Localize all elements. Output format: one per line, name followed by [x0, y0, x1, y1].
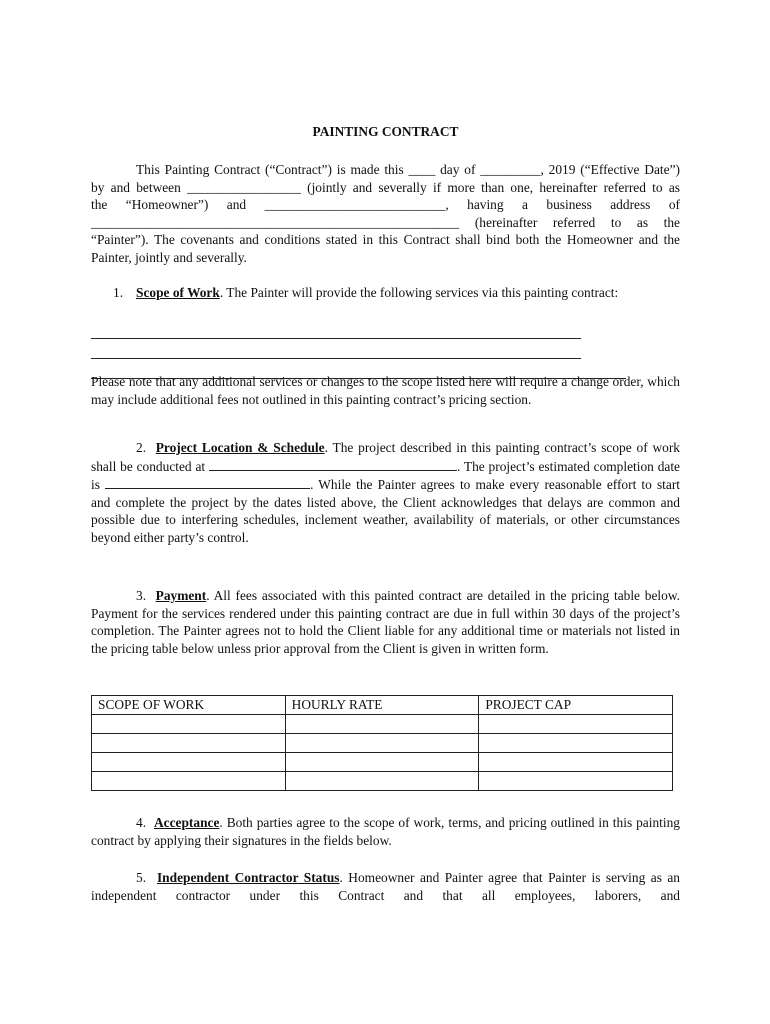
- intro-paragraph: [91, 161, 680, 267]
- section-text-b: . The project’s estimated completion date is: [91, 458, 680, 493]
- intro-line-1: This Painting Contract (“Contract”) is made this ____ day of _________, 2019 (“Effective Date”): [136, 162, 680, 177]
- section-heading: Independent Contractor Status: [156, 870, 340, 885]
- section-location-schedule: [91, 439, 680, 547]
- section-text-c: . While the Painter agrees to make every reasonable effort to start and complete the project by the dates listed above, the Client acknowledges that delays are common and possible due to interfering schedules, inclement weather, availability of materials, or other circumstances beyond either party’s control.: [91, 477, 681, 545]
- section-payment: [91, 587, 680, 657]
- completion-date-blank[interactable]: [105, 475, 310, 489]
- section-number: 4.: [136, 815, 147, 830]
- section-body: [136, 284, 680, 302]
- table-cell[interactable]: [285, 772, 479, 791]
- document-title: PAINTING CONTRACT: [312, 124, 459, 139]
- table-row: [92, 715, 673, 734]
- section-text: . The Painter will provide the following services via this painting contract:: [219, 285, 619, 300]
- intro-line-5: “Painter”). The covenants and conditions stated in this Contract shall bind both the Homeowner and the: [91, 232, 680, 248]
- intro-line-2: by and between _________________ (jointly and severally if more than one, hereinafter referred to as: [91, 179, 680, 195]
- table-cell[interactable]: [479, 753, 673, 772]
- intro-line-6: Painter, jointly and severally.: [91, 249, 247, 265]
- table-cell[interactable]: [285, 753, 479, 772]
- section-text: . All fees associated with this painted contract are detailed in the pricing table below. Payment for the services rendered under this painting contract are due in full within 30 days of the project’s completion. The Painter agrees not to hold the Client liable for any additional time or materials not listed in the pricing table below unless prior approval from the Client is given in written form.: [91, 588, 680, 656]
- table-cell[interactable]: [92, 734, 286, 753]
- table-cell[interactable]: [92, 715, 286, 734]
- table-cell[interactable]: [92, 753, 286, 772]
- section-heading: Payment: [155, 588, 207, 603]
- table-header-row: [92, 696, 673, 715]
- section-independent-contractor: [91, 869, 680, 904]
- section-text: . Both parties agree to the scope of work, terms, and pricing outlined in this painting contract by applying their signatures in the fields below.: [91, 815, 680, 848]
- section-text: . Homeowner and Painter agree that Painter is serving as an independent contractor under this Contract and that all employees, laborers, and: [91, 870, 680, 903]
- section-text-a: . The project described in this painting contract’s scope of work shall be conducted at: [91, 440, 680, 474]
- table-cell[interactable]: [479, 734, 673, 753]
- scope-blank-line[interactable]: [91, 339, 581, 359]
- scope-blank-line[interactable]: [91, 319, 581, 339]
- section-number: 5.: [136, 870, 147, 885]
- table-cell[interactable]: [479, 715, 673, 734]
- table-row: [92, 772, 673, 791]
- intro-line-3: the “Homeowner”) and ___________________________, having a business address of: [91, 197, 680, 213]
- section-heading: Scope of Work: [136, 285, 220, 300]
- table-cell[interactable]: [285, 734, 479, 753]
- scope-blank-lines: [91, 319, 680, 379]
- section-number: 1.: [113, 285, 124, 300]
- table-cell[interactable]: [92, 772, 286, 791]
- intro-line-4: _______________________________________________________ (hereinafter referred to as the: [91, 214, 680, 230]
- section-number: 2.: [136, 440, 147, 455]
- table-row: [92, 734, 673, 753]
- section-number: 3.: [136, 588, 147, 603]
- location-blank[interactable]: [209, 457, 457, 471]
- pricing-table: [91, 695, 673, 791]
- scope-note: Please note that any additional services or changes to the scope listed here will require a change order, which may include additional fees not outlined in this painting contract’s pricing section.: [91, 374, 680, 407]
- table-row: [92, 753, 673, 772]
- column-header: PROJECT CAP: [479, 696, 673, 715]
- table-cell[interactable]: [285, 715, 479, 734]
- section-heading: Acceptance: [153, 815, 220, 830]
- table-cell[interactable]: [479, 772, 673, 791]
- section-heading: Project Location & Schedule: [155, 440, 325, 455]
- column-header: SCOPE OF WORK: [92, 696, 286, 715]
- section-acceptance: [91, 814, 680, 849]
- column-header: HOURLY RATE: [285, 696, 479, 715]
